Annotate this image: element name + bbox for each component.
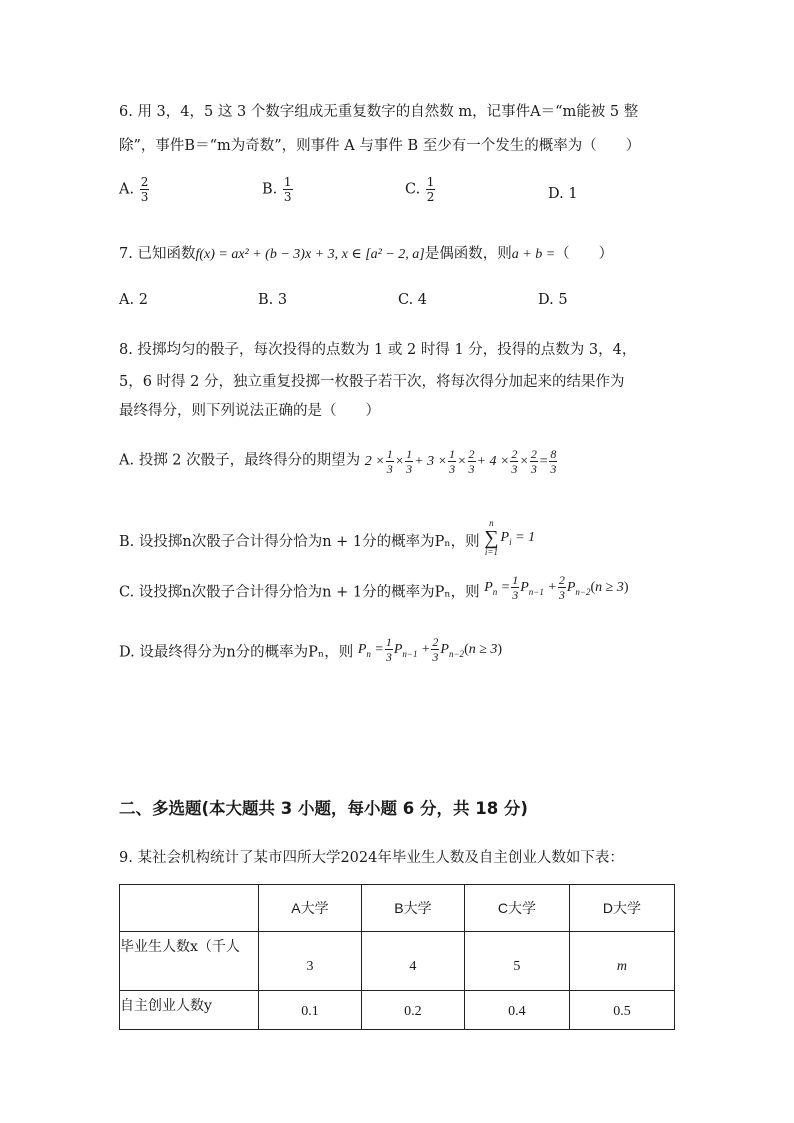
fraction: $\frac{2}{3}$ [140, 175, 149, 204]
table-cell: 0.5 [569, 991, 674, 1030]
q6-line2: 除”，事件B＝“m为奇数”，则事件 A 与事件 B 至少有一个发生的概率为（ ） [119, 138, 641, 154]
q7-option-b: B. 3 [258, 292, 288, 308]
option-value: 1 [568, 186, 578, 202]
q8-option-b: B. 设投掷n次骰子合计得分恰为n + 1分的概率为Pₙ，则 n ∑ i=1 $P_i = 1$ [119, 518, 536, 557]
table-row [120, 991, 675, 1030]
option-label: B. [262, 181, 278, 198]
q6-option-c [405, 176, 436, 203]
q8-option-d: D. 设最终得分为n分的概率为Pₙ，则 $P_n$ = $\frac{1}{3}$ $P_{n-1}$ + $\frac{2}{3}$ $P_{n-2}(n \ge 3)$ [119, 635, 503, 664]
table-header-cell [120, 885, 259, 932]
q8-option-c: C. 设投掷n次骰子合计得分恰为n + 1分的概率为Pₙ，则 $P_n$ = $\frac{1}{3}$ $P_{n-1}$ + $\frac{2}{3}$ $P_{n-2}(n \ge 3)$ [119, 573, 629, 602]
q7-expr: a + b = [511, 247, 556, 262]
q7-suffix: （ ） [555, 246, 614, 262]
recurrence-formula: $P_n$ = $\frac{1}{3}$ $P_{n-1}$ + $\frac{2}{3}$ $P_{n-2}(n \ge 3)$ [484, 573, 629, 602]
q8-option-a: A. 投掷 2 次骰子，最终得分的期望为 2 × $\frac{1}{3}$ × $\frac{1}{3}$ + 3 × $\frac{1}{3}$ × $\frac{2}{3}$ + 4 × $\frac{2}{3}$ × $\frac{2}{3}$ = $\frac{8}{3}$ [119, 447, 557, 476]
q9-stem: 9. 某社会机构统计了某市四所大学2024年毕业生人数及自主创业人数如下表： [119, 850, 624, 866]
q7-option-a: A. 2 [119, 292, 148, 308]
q7-formula: f(x) = ax² + (b − 3)x + 3, x ∈ [a² − 2, a] [195, 247, 425, 262]
table-cell: 0.4 [464, 991, 569, 1030]
section-title: 二、多选题(本大题共 3 小题，每小题 6 分，共 18 分) [119, 799, 528, 818]
option-label: C. [405, 181, 421, 198]
recurrence-formula: $P_n$ = $\frac{1}{3}$ $P_{n-1}$ + $\frac{2}{3}$ $P_{n-2}(n \ge 3)$ [357, 635, 503, 664]
q6-option-d [548, 186, 578, 202]
row-label: 毕业生人数x（千人 [120, 932, 259, 991]
expectation-formula: 2 × $\frac{1}{3}$ × $\frac{1}{3}$ + 3 × $\frac{1}{3}$ × $\frac{2}{3}$ + 4 × $\frac{2}{3}$ × $\frac{2}{3}$ = $\frac{8}{3}$ [364, 447, 557, 476]
table-cell: 0.1 [259, 991, 362, 1030]
table-header-cell: D大学 [569, 885, 674, 932]
table-cell: 5 [464, 932, 569, 991]
q6-option-a [119, 176, 150, 203]
table-header-cell: B大学 [361, 885, 464, 932]
option-label: D. [548, 186, 564, 202]
table-cell: m [569, 932, 674, 991]
data-table [119, 884, 675, 1030]
table-row [120, 932, 675, 991]
fraction: $\frac{1}{3}$ [283, 175, 292, 204]
q8-line1: 8. 投掷均匀的骰子，每次投得的点数为 1 或 2 时得 1 分，投得的点数为 3，4， [119, 342, 637, 358]
q8-line2: 5，6 时得 2 分，独立重复投掷一枚骰子若干次，将每次得分加起来的结果作为 [119, 374, 625, 390]
q6-option-b [262, 176, 294, 203]
q7-option-d: D. 5 [538, 292, 568, 308]
row-label: 自主创业人数y [120, 991, 259, 1030]
option-label: A. [119, 181, 135, 198]
q7-prefix: 7. 已知函数 [119, 246, 196, 262]
q7-middle: 是偶函数，则 [424, 246, 512, 262]
table-cell: 3 [259, 932, 362, 991]
table-cell: 0.2 [361, 991, 464, 1030]
sum-formula: n ∑ i=1 $P_i = 1$ [484, 518, 536, 557]
q8-line3: 最终得分，则下列说法正确的是（ ） [119, 403, 380, 419]
table-header-cell: A大学 [259, 885, 362, 932]
fraction: $\frac{1}{2}$ [426, 175, 435, 204]
q6-line1: 6. 用 3，4，5 这 3 个数字组成无重复数字的自然数 m，记事件A＝“m能被 5 整 [119, 104, 639, 120]
table-header-row [120, 885, 675, 932]
table-header-cell: C大学 [464, 885, 569, 932]
table-cell: 4 [361, 932, 464, 991]
q7-stem [119, 242, 613, 263]
q7-option-c: C. 4 [398, 292, 428, 308]
